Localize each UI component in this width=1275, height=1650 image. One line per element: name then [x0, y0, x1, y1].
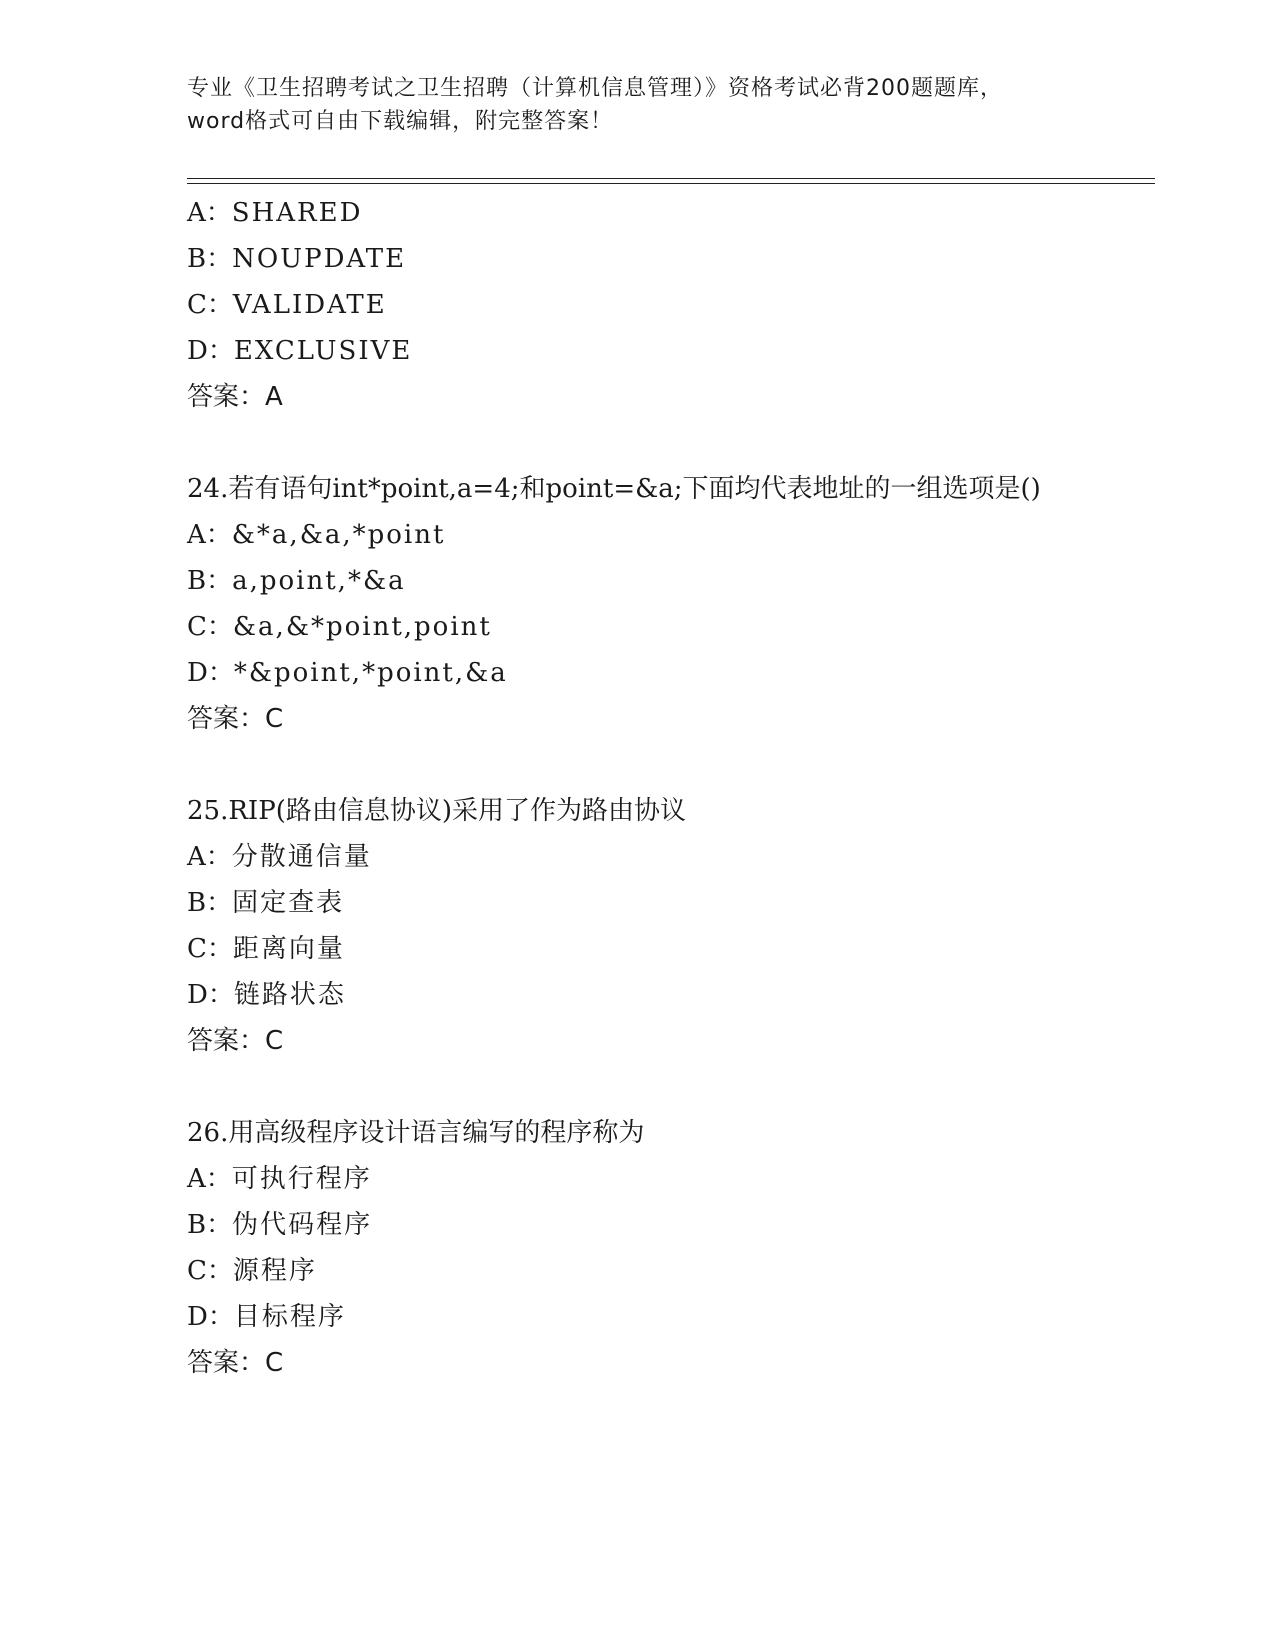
question-stem: 25.RIP(路由信息协议)采用了作为路由协议 [187, 796, 686, 826]
option-b [187, 1202, 1087, 1248]
option-text: a,point,*&a [232, 566, 406, 596]
option-b [187, 558, 1087, 604]
option-text: &*a,&a,*point [231, 520, 446, 550]
option-text: 固定查表 [232, 888, 345, 918]
question-block-26 [187, 1110, 1087, 1386]
option-letter: C： [187, 934, 233, 964]
option-letter: C： [187, 1256, 233, 1286]
spacer [187, 420, 1087, 466]
answer-label: 答案： [187, 382, 266, 412]
answer-value: A [265, 382, 283, 412]
answer-line [187, 1340, 1087, 1386]
answer-value: C [265, 1348, 284, 1378]
option-text: 链路状态 [233, 980, 346, 1010]
answer-line [187, 1018, 1087, 1064]
option-letter: C： [187, 612, 233, 642]
option-letter: A： [187, 1164, 232, 1194]
answer-label: 答案： [187, 1348, 266, 1378]
spacer [187, 742, 1087, 788]
header-divider-bottom [187, 183, 1155, 184]
option-text: NOUPDATE [232, 244, 407, 274]
header-line-1: 专业《卫生招聘考试之卫生招聘（计算机信息管理）》资格考试必背200题题库， [187, 76, 1003, 101]
option-letter: B： [187, 566, 233, 596]
option-text: 分散通信量 [231, 842, 372, 872]
option-text: VALIDATE [232, 290, 387, 320]
option-text: SHARED [231, 198, 363, 228]
option-text: EXCLUSIVE [233, 336, 413, 366]
answer-line [187, 696, 1087, 742]
option-letter: B： [187, 1210, 233, 1240]
header-line-2: word格式可自由下载编辑，附完整答案！ [187, 109, 614, 134]
option-text: *&point,*point,&a [233, 658, 508, 688]
option-letter: B： [187, 244, 233, 274]
answer-label: 答案： [187, 704, 266, 734]
option-text: &a,&*point,point [232, 612, 492, 642]
option-d [187, 1294, 1087, 1340]
option-c [187, 282, 1087, 328]
answer-value: C [265, 1026, 284, 1056]
question-list [187, 190, 1087, 1386]
option-text: 可执行程序 [231, 1164, 372, 1194]
option-text: 伪代码程序 [232, 1210, 373, 1240]
question-block-24 [187, 466, 1087, 742]
option-text: 源程序 [232, 1256, 317, 1286]
answer-line [187, 374, 1087, 420]
spacer [187, 1064, 1087, 1110]
option-a [187, 190, 1087, 236]
option-a [187, 834, 1087, 880]
option-d [187, 650, 1087, 696]
option-text: 距离向量 [232, 934, 345, 964]
answer-label: 答案： [187, 1026, 266, 1056]
question-block-25 [187, 788, 1087, 1064]
option-a [187, 512, 1087, 558]
option-a [187, 1156, 1087, 1202]
option-d [187, 328, 1087, 374]
question-stem: 26.用高级程序设计语言编写的程序称为 [187, 1118, 645, 1148]
document-header [187, 72, 1087, 138]
option-text: 目标程序 [233, 1302, 346, 1332]
option-c [187, 604, 1087, 650]
answer-value: C [265, 704, 284, 734]
option-d [187, 972, 1087, 1018]
option-letter: D： [187, 980, 234, 1010]
option-letter: A： [187, 198, 232, 228]
option-letter: B： [187, 888, 233, 918]
question-stem: 24.若有语句int*point,a=4;和point=&a;下面均代表地址的一组选项是() [187, 474, 1041, 504]
option-letter: D： [187, 1302, 234, 1332]
option-letter: A： [187, 520, 232, 550]
question-block-prev [187, 190, 1087, 420]
header-divider-top [187, 178, 1155, 179]
option-c [187, 1248, 1087, 1294]
option-b [187, 236, 1087, 282]
option-letter: D： [187, 336, 234, 366]
option-letter: C： [187, 290, 233, 320]
option-c [187, 926, 1087, 972]
option-letter: D： [187, 658, 234, 688]
option-letter: A： [187, 842, 232, 872]
option-b [187, 880, 1087, 926]
